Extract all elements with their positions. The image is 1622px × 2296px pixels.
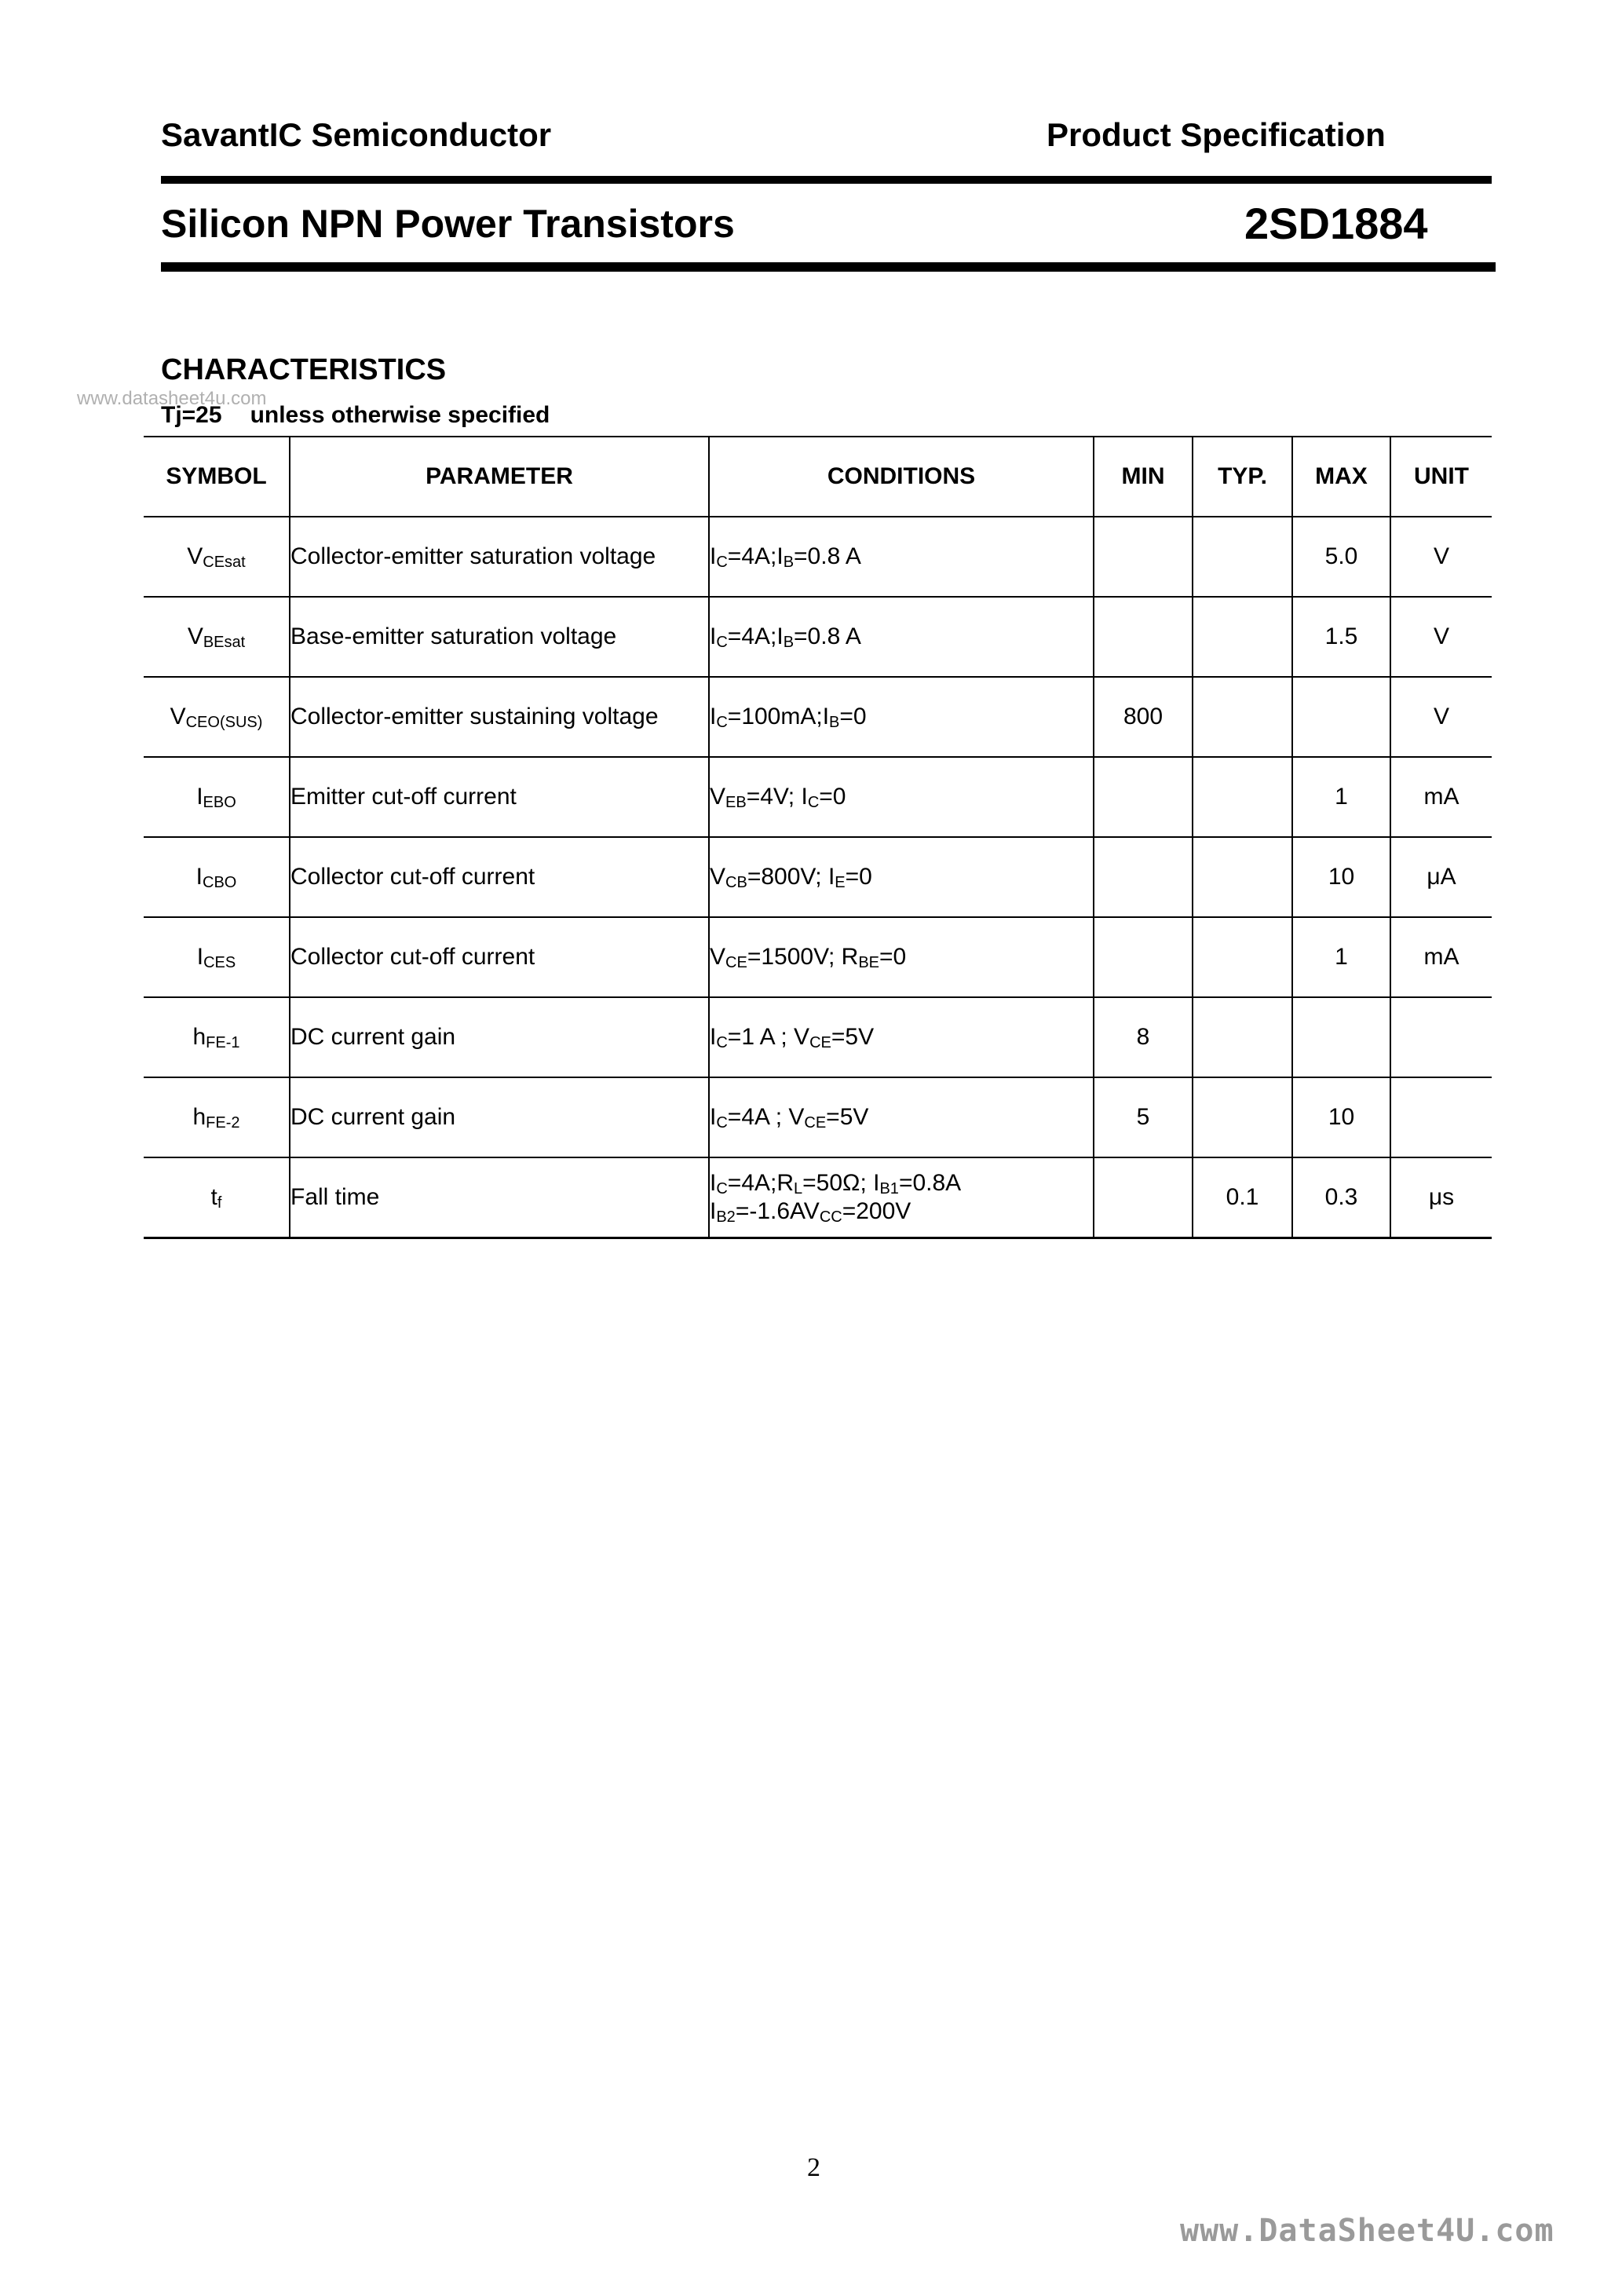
condition-text: =1 A ; V [727,1024,810,1050]
cell-parameter: Collector-emitter saturation voltage [290,517,709,597]
symbol-sub: f [217,1194,222,1212]
symbol-sub: FE-1 [206,1034,240,1051]
condition-line [710,1023,1093,1051]
condition-sub: CB [725,874,747,891]
symbol-sub: CBO [203,874,237,891]
symbol-base: V [187,543,203,569]
condition-text: =4A;I [727,543,784,569]
cell-min: 5 [1094,1077,1193,1157]
cell-typ [1193,757,1292,837]
table-row [144,597,1492,677]
cell-symbol [144,677,290,757]
cell-unit: μA [1390,837,1492,917]
condition-sub: L [794,1180,803,1197]
table-body [144,517,1492,1238]
cell-parameter: Collector cut-off current [290,837,709,917]
condition-text: =5V [826,1104,869,1130]
cell-unit: V [1390,677,1492,757]
condition-line [710,623,1093,651]
condition-text: V [710,944,726,970]
symbol-base: h [192,1104,206,1130]
cell-parameter: Collector-emitter sustaining voltage [290,677,709,757]
cell-parameter: DC current gain [290,997,709,1077]
cell-typ [1193,917,1292,997]
condition-text: V [710,864,726,890]
cell-parameter: Fall time [290,1157,709,1238]
header-unit: UNIT [1390,437,1492,517]
condition-text: =0 [839,704,867,729]
condition-line [710,703,1093,731]
condition-line [710,1169,1093,1197]
cell-unit: mA [1390,757,1492,837]
cell-min [1094,517,1193,597]
symbol-base: I [196,784,203,810]
condition-sub: CC [819,1208,842,1226]
table-row [144,837,1492,917]
cell-conditions [709,837,1094,917]
cell-typ [1193,997,1292,1077]
condition-sub: C [716,1180,728,1197]
condition-text: =50Ω; I [802,1170,880,1196]
symbol-sub: CEsat [203,554,246,571]
condition-sub: C [807,794,820,811]
condition-line [710,863,1093,891]
table-row [144,757,1492,837]
condition-text: =1500V; R [747,944,859,970]
cell-conditions [709,757,1094,837]
table-row [144,1077,1492,1157]
condition-suffix: unless otherwise specified [250,402,550,428]
cell-unit [1390,997,1492,1077]
header-conditions: CONDITIONS [709,437,1094,517]
condition-text: I [710,1170,717,1196]
cell-symbol [144,917,290,997]
condition-text: =0 [845,864,872,890]
cell-parameter: Emitter cut-off current [290,757,709,837]
condition-sub: B2 [716,1208,736,1226]
condition-sub: CE [725,954,747,971]
header-typ: TYP. [1193,437,1292,517]
cell-min: 8 [1094,997,1193,1077]
cell-conditions [709,1077,1094,1157]
condition-sub: C [716,634,728,651]
cell-typ [1193,837,1292,917]
spec-label: Product Specification [1047,116,1386,153]
part-number: 2SD1884 [1244,199,1428,248]
cell-typ: 0.1 [1193,1157,1292,1238]
cell-max: 1 [1292,757,1390,837]
cell-symbol [144,1077,290,1157]
condition-text: =-1.6AV [735,1198,820,1224]
cell-max: 0.3 [1292,1157,1390,1238]
condition-text: =4A;I [727,623,784,649]
cell-unit: μs [1390,1157,1492,1238]
condition-line [710,1197,1093,1226]
table-row [144,917,1492,997]
cell-symbol [144,1157,290,1238]
cell-conditions [709,1157,1094,1238]
cell-conditions [709,597,1094,677]
header-rule-top [161,176,1492,184]
condition-line [710,1103,1093,1132]
cell-min [1094,917,1193,997]
condition-text: I [710,704,717,729]
cell-max: 1 [1292,917,1390,997]
condition-text: I [710,1198,717,1224]
condition-text: =800V; I [747,864,835,890]
characteristics-table [144,436,1492,1239]
condition-sub: C [716,714,728,731]
condition-sub: B [783,554,795,571]
condition-text: I [710,1024,717,1050]
condition-prefix: Tj=25 [161,402,222,428]
header-max: MAX [1292,437,1390,517]
condition-sub: B [783,634,795,651]
header-parameter: PARAMETER [290,437,709,517]
cell-min [1094,757,1193,837]
symbol-sub: BEsat [203,634,246,651]
table-row [144,997,1492,1077]
cell-min: 800 [1094,677,1193,757]
cell-typ [1193,597,1292,677]
cell-symbol [144,597,290,677]
company-name: SavantIC Semiconductor [161,116,552,153]
condition-text: =5V [831,1024,875,1050]
watermark-bottom: www.DataSheet4U.com [1180,2213,1554,2249]
symbol-base: V [170,704,186,729]
cell-max: 1.5 [1292,597,1390,677]
cell-unit [1390,1077,1492,1157]
cell-conditions [709,677,1094,757]
section-title: CHARACTERISTICS [161,353,447,386]
symbol-base: I [196,944,204,970]
table-row [144,677,1492,757]
cell-parameter: Base-emitter saturation voltage [290,597,709,677]
table-row [144,517,1492,597]
cell-typ [1193,677,1292,757]
cell-parameter: Collector cut-off current [290,917,709,997]
condition-line [710,943,1093,971]
cell-unit: mA [1390,917,1492,997]
cell-conditions [709,997,1094,1077]
condition-sub: EB [725,794,747,811]
cell-symbol [144,837,290,917]
condition-sub: C [716,1034,728,1051]
symbol-base: h [192,1024,206,1050]
condition-text: =0.8 A [794,623,861,649]
condition-text: =100mA;I [727,704,830,729]
cell-min [1094,1157,1193,1238]
condition-text: I [710,543,717,569]
table-header-row [144,437,1492,517]
cell-symbol [144,757,290,837]
condition-sub: BE [858,954,879,971]
symbol-sub: EBO [203,794,236,811]
condition-text: =0 [819,784,846,810]
condition-text: =4V; I [746,784,808,810]
cell-parameter: DC current gain [290,1077,709,1157]
condition-text: =4A;R [727,1170,795,1196]
symbol-sub: FE-2 [206,1114,240,1132]
cell-min [1094,597,1193,677]
condition-text: V [710,784,726,810]
cell-unit: V [1390,517,1492,597]
condition-text: =0.8A [898,1170,962,1196]
condition-line [710,783,1093,811]
condition-line [710,543,1093,571]
cell-max [1292,997,1390,1077]
condition-text: =0 [879,944,907,970]
cell-typ [1193,517,1292,597]
condition-sub: CE [809,1034,831,1051]
header-symbol: SYMBOL [144,437,290,517]
cell-max: 10 [1292,837,1390,917]
condition-text: =0.8 A [794,543,861,569]
cell-min [1094,837,1193,917]
watermark-top: www.datasheet4u.com [77,388,267,409]
cell-typ [1193,1077,1292,1157]
condition-text: =200V [842,1198,911,1224]
cell-conditions [709,517,1094,597]
condition-sub: B1 [879,1180,899,1197]
page-number: 2 [807,2153,820,2182]
condition-sub: C [716,554,728,571]
condition-text: =4A ; V [727,1104,805,1130]
cell-conditions [709,917,1094,997]
condition-text: I [710,623,717,649]
cell-unit: V [1390,597,1492,677]
symbol-base: V [187,623,203,649]
header-rule-bottom [161,262,1496,272]
cell-max [1292,677,1390,757]
symbol-sub: CEO(SUS) [185,714,263,731]
condition-sub: B [829,714,840,731]
cell-symbol [144,997,290,1077]
symbol-base: t [210,1184,217,1210]
condition-note [161,402,550,429]
cell-max: 5.0 [1292,517,1390,597]
cell-max: 10 [1292,1077,1390,1157]
condition-text: I [710,1104,717,1130]
condition-sub: CE [804,1114,827,1132]
condition-sub: C [716,1114,728,1132]
document-title: Silicon NPN Power Transistors [161,202,735,246]
table-row [144,1157,1492,1238]
symbol-base: I [195,864,203,890]
symbol-sub: CES [203,954,236,971]
header-min: MIN [1094,437,1193,517]
cell-symbol [144,517,290,597]
condition-sub: E [835,874,846,891]
